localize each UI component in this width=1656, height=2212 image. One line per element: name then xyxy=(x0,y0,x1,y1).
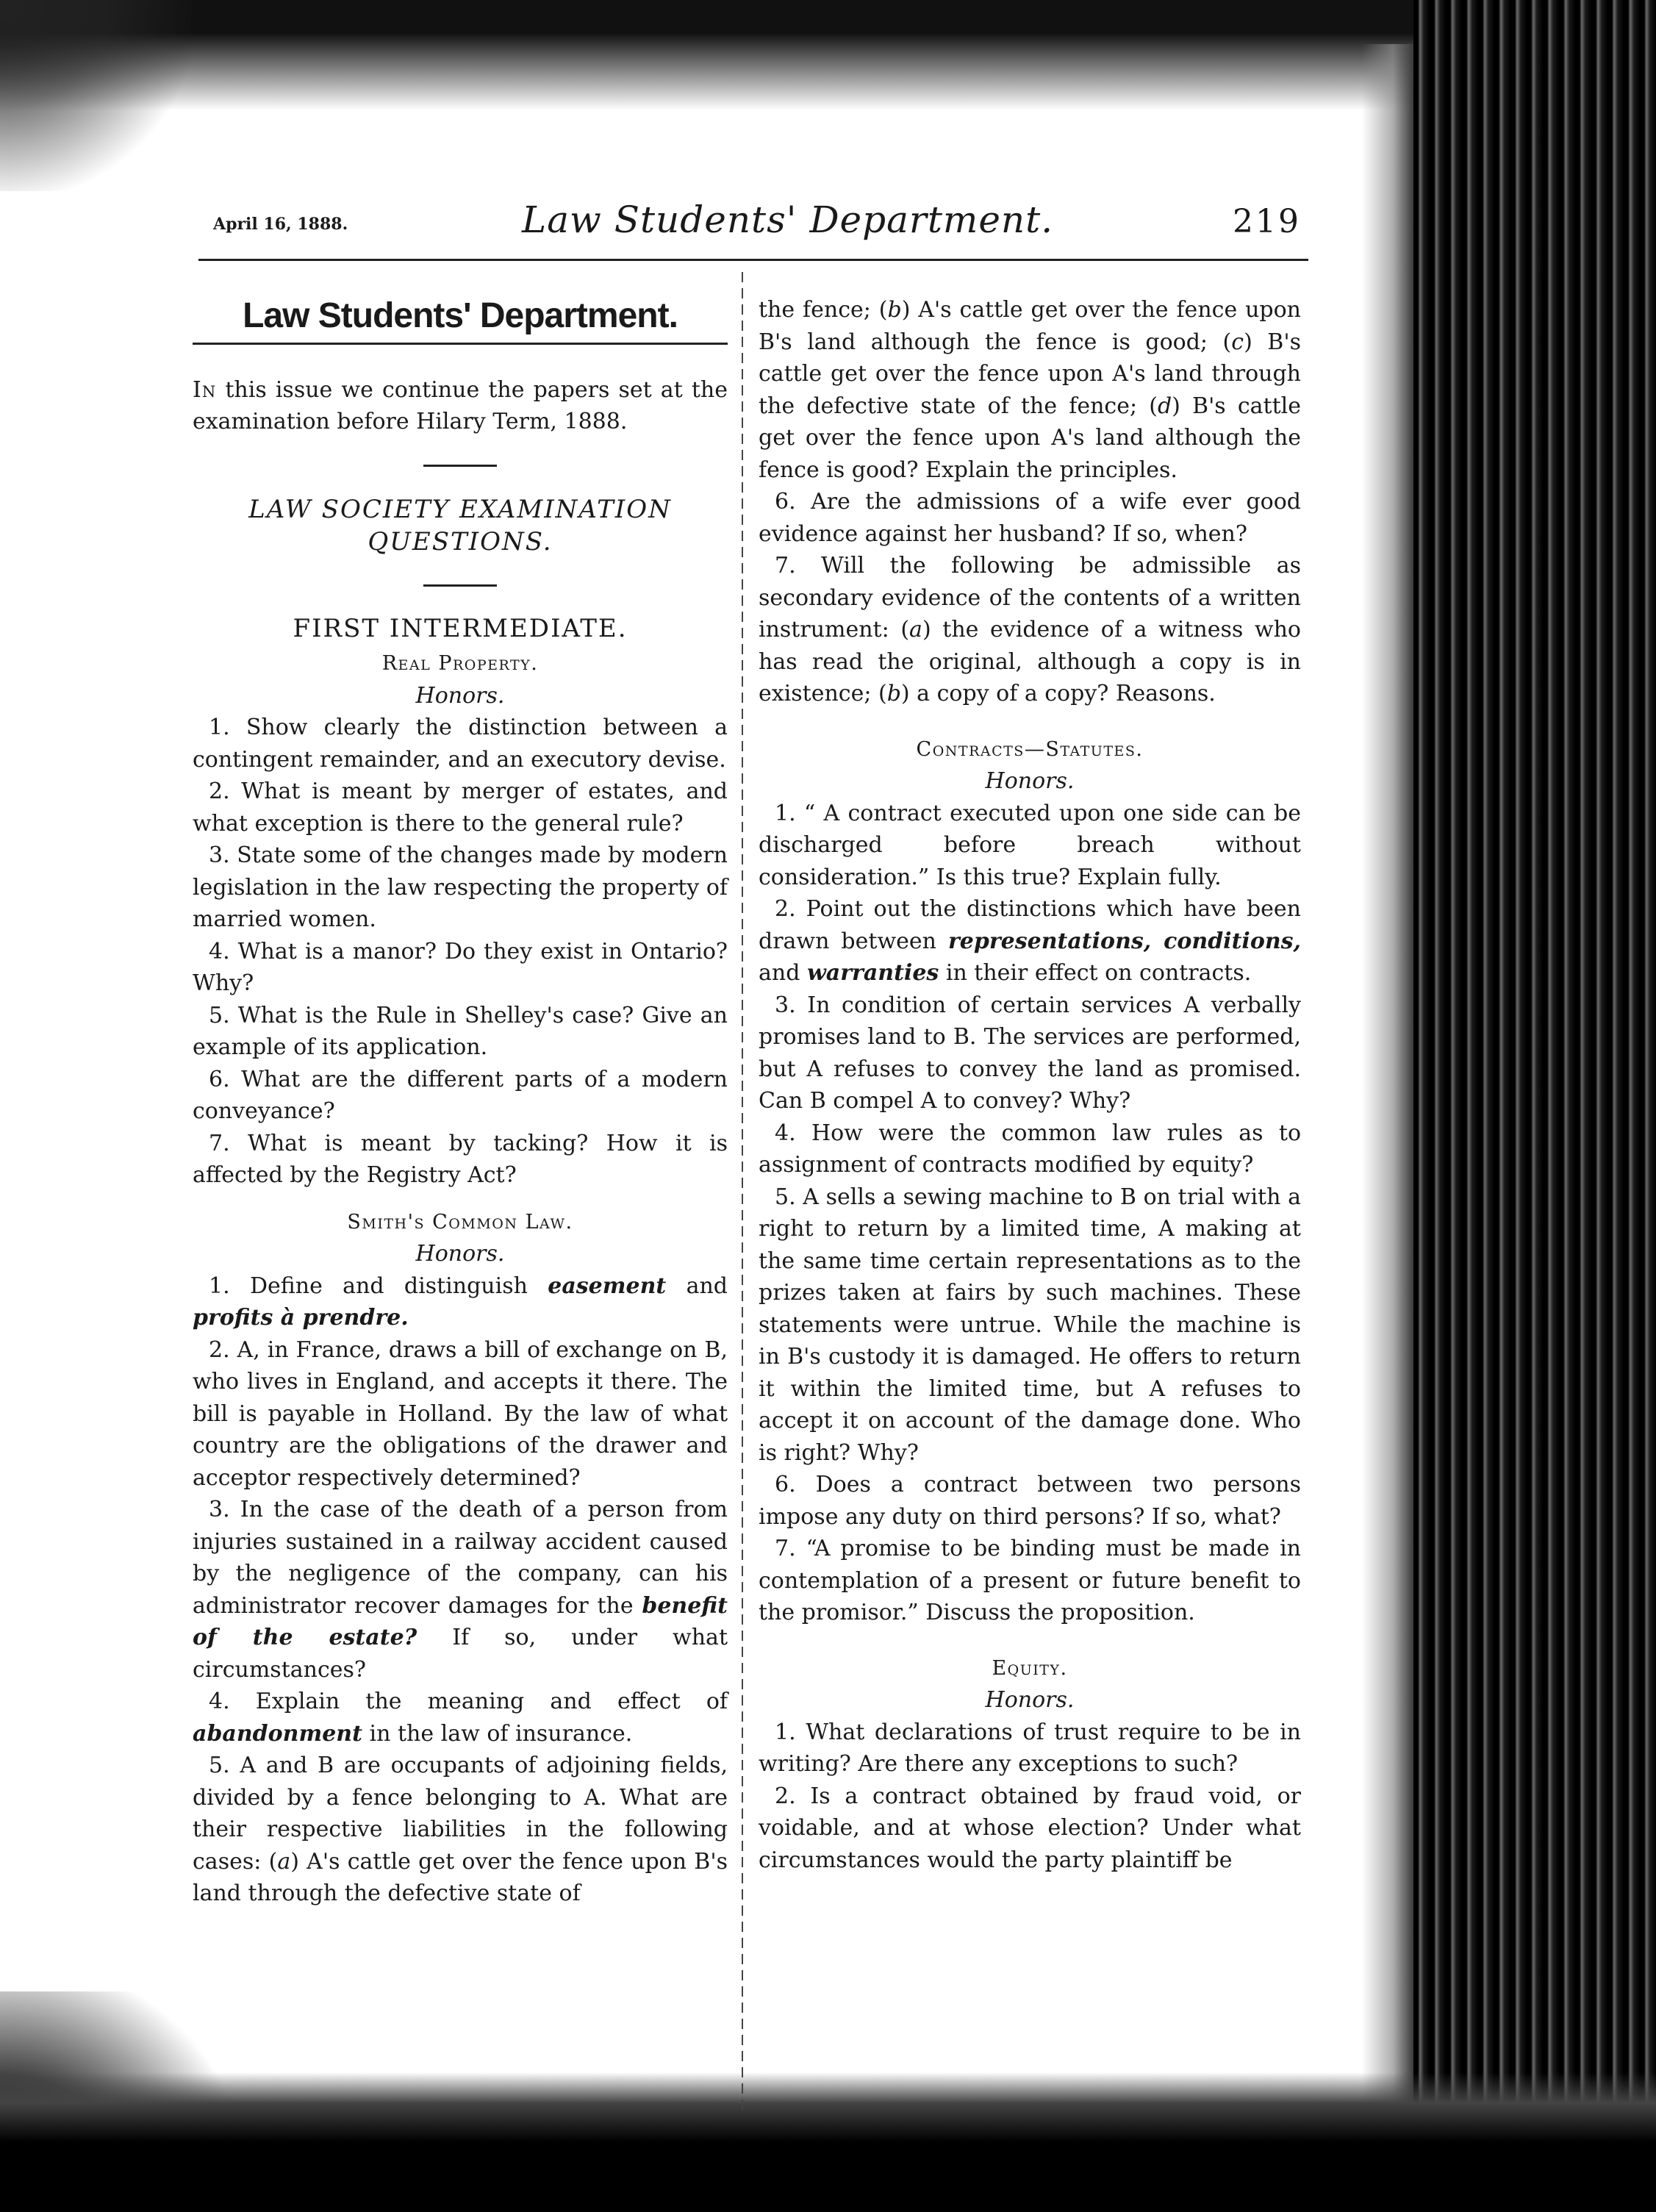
text-run: 5. A and B are occupants of adjoining fields, divided by a fence belonging to A. What are their respective liabilities in the following cases: ( xyxy=(193,1753,728,1875)
emphasis-run: abandonment xyxy=(193,1720,362,1747)
department-title: Law Students' Department. xyxy=(243,296,678,335)
header-date: April 16, 1888. xyxy=(213,215,348,234)
text-run: ) B's cattle get over the fence upon A's land through the defective state of the fence; ( xyxy=(759,329,1301,419)
honors-label: Honors. xyxy=(415,682,505,709)
question-paragraph xyxy=(193,1750,728,1910)
section-rule xyxy=(423,584,497,587)
intro-paragraph xyxy=(193,374,728,438)
text-run: 3. In the case of the death of a person from injuries sustained in a railway accident caused by the negligence of the company, can his administrator recover damages for the xyxy=(193,1497,728,1619)
emphasis-run: a xyxy=(909,617,922,643)
emphasis-run: representations, conditions, xyxy=(947,928,1301,954)
emphasis-run: b xyxy=(887,297,902,323)
section-heading-equity: Equity. xyxy=(992,1656,1068,1680)
intro-text: this issue we continue the papers set at the examination before Hilary Term, 1888. xyxy=(193,376,728,434)
running-head xyxy=(206,198,1308,257)
text-run: 4. Explain the meaning and effect of xyxy=(209,1689,728,1714)
scan-border-bottom xyxy=(0,2072,1656,2212)
question-paragraph: 6. What are the different parts of a modern conveyance? xyxy=(193,1066,728,1124)
text-run: the fence; ( xyxy=(759,297,888,323)
scan-shadow-corner xyxy=(0,0,191,191)
question-paragraph: 3. State some of the changes made by modern legislation in the law respecting the property of married women. xyxy=(193,842,728,932)
question-paragraph: 7. What is meant by tacking? How it is affected by the Registry Act? xyxy=(193,1130,728,1188)
question-paragraph: 4. What is a manor? Do they exist in Ontario? Why? xyxy=(193,938,728,996)
intro-drop-word: In xyxy=(193,376,217,403)
exam-title-line-1: LAW SOCIETY EXAMINATION xyxy=(248,494,672,524)
question-paragraph xyxy=(193,1686,728,1750)
question-paragraph: 1. Show clearly the distinction between a contingent remainder, and an executory devise. xyxy=(193,715,728,773)
page-number: 219 xyxy=(1233,203,1301,240)
question-paragraph xyxy=(193,1270,728,1334)
section-rule xyxy=(423,465,497,467)
honors-label: Honors. xyxy=(415,1241,505,1267)
section-heading-common-law: Smith's Common Law. xyxy=(347,1210,573,1234)
question-paragraph xyxy=(759,550,1301,710)
text-run: ) a copy of a copy? Reasons. xyxy=(900,681,1216,706)
question-paragraph: 7. “A promise to be binding must be made in contemplation of a present or future benefit to the promisor.” Discuss the proposition. xyxy=(759,1536,1301,1625)
text-run: and xyxy=(666,1273,728,1299)
question-paragraph: 3. In condition of certain services A verbally promises land to B. The services are performed, but A refuses to convey the land as promised. Can B compel A to convey? Why? xyxy=(759,992,1301,1114)
column-divider xyxy=(742,272,743,2110)
text-run: 2. Point out the distinctions which have been drawn between xyxy=(759,896,1301,954)
text-run: ) A's cattle get over the fence upon B's land although the fence is good; ( xyxy=(759,297,1301,355)
question-paragraph: 4. How were the common law rules as to assignment of contracts modified by equity? xyxy=(759,1120,1301,1178)
section-heading-first-intermediate: FIRST INTERMEDIATE. xyxy=(293,613,628,643)
text-run: 1. Define and distinguish xyxy=(209,1273,548,1299)
question-paragraph xyxy=(193,1494,728,1686)
question-paragraph: 6. Does a contract between two persons impose any duty on third persons? If so, what? xyxy=(759,1472,1301,1530)
question-paragraph: 2. Is a contract obtained by fraud void, or voidable, and at whose election? Under what circumstances would the party plaintiff be xyxy=(759,1783,1301,1873)
subsection-heading-real-property: Real Property. xyxy=(381,652,539,675)
emphasis-run: easement xyxy=(548,1273,667,1299)
text-run: 7. Will the following be admissible as secondary evidence of the contents of a written instrument: ( xyxy=(759,553,1301,643)
header-title: Law Students' Department. xyxy=(522,198,1054,241)
text-run: in the law of insurance. xyxy=(362,1720,633,1747)
question-paragraph: 5. A sells a sewing machine to B on trial with a right to return by a limited time, A making at the same time certain representations as to the prizes taken at fairs by such machines. These statements were untrue. While the machine is in B's custody it is damaged. He offers to return it within the limited time, but A refuses to accept it on account of the damage done. Who is right? Why? xyxy=(759,1184,1301,1466)
text-run: ) B's cattle get over the fence upon A's land although the fence is good? Explain the principles. xyxy=(759,393,1301,483)
honors-label: Honors. xyxy=(985,768,1075,794)
question-paragraph: 5. What is the Rule in Shelley's case? Give an example of its application. xyxy=(193,1002,728,1060)
emphasis-run: a xyxy=(277,1848,291,1875)
text-run: ) the evidence of a witness who has read the original, although a copy is in existence; ( xyxy=(759,617,1301,706)
header-rule xyxy=(198,259,1308,261)
question-paragraph: 6. Are the admissions of a wife ever good evidence against her husband? If so, when? xyxy=(759,489,1301,547)
text-run: If so, under what circumstances? xyxy=(193,1625,728,1683)
honors-label: Honors. xyxy=(985,1687,1075,1713)
scan-binding-edge xyxy=(1413,0,1656,2212)
text-run: and xyxy=(759,960,807,986)
emphasis-run: c xyxy=(1231,329,1244,355)
question-paragraph: 1. What declarations of trust require to be in writing? Are there any exceptions to such? xyxy=(759,1719,1301,1777)
question-paragraph: 2. A, in France, draws a bill of exchange on B, who lives in England, and accepts it there. The bill is payable in Holland. By the law of what country are the obligations of the drawer and acceptor respectively determined? xyxy=(193,1336,728,1491)
scan-page-edge-shadow xyxy=(1362,44,1413,2147)
question-paragraph-continued xyxy=(759,294,1301,486)
question-paragraph: 2. What is meant by merger of estates, and what exception is there to the general rule? xyxy=(193,779,728,837)
emphasis-run: warranties xyxy=(806,960,939,986)
title-rule xyxy=(193,343,728,345)
text-run: in their effect on contracts. xyxy=(939,960,1252,986)
emphasis-run: profits à prendre. xyxy=(193,1305,409,1331)
emphasis-run: benefit of the estate? xyxy=(193,1592,728,1650)
exam-title-line-2: QUESTIONS. xyxy=(368,526,553,556)
emphasis-run: b xyxy=(886,681,901,706)
question-paragraph: 1. “ A contract executed upon one side can be discharged before breach without consideration.” Is this true? Explain fully. xyxy=(759,800,1301,890)
emphasis-run: d xyxy=(1157,393,1172,419)
text-run: ) A's cattle get over the fence upon B's land through the defective state of xyxy=(193,1848,728,1906)
right-column xyxy=(759,294,1301,1876)
question-paragraph xyxy=(759,893,1301,989)
left-column xyxy=(193,294,728,1910)
section-heading-contracts: Contracts—Statutes. xyxy=(916,737,1144,761)
